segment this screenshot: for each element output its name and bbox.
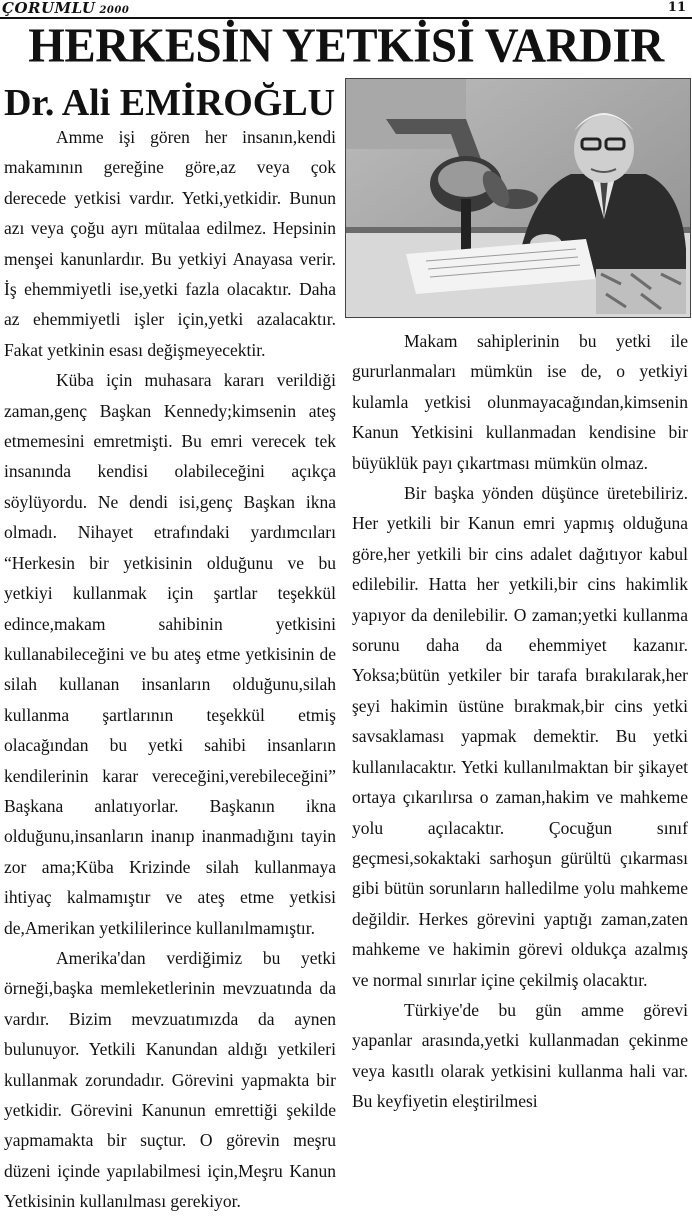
article-paragraph: Makam sahiplerinin bu yetki ile gururlanmaları mümkün ise de, o yetkiyi kulamla yetkisi olunmayacağından,kimsenin Kanun Yetkisini kullanmadan kendisine bir büyüklük payı çıkartması mümkün olmaz. xyxy=(352,331,688,473)
article-paragraph: Bir başka yönden düşünce üretebiliriz. Her yetkili bir Kanun emri yapmış olduğuna göre,her yetkili bir cins adalet dağıtıyor kabul edilebilir. Hatta her yetkili,bir cins hakimlik yapıyor da denilebilir. O zaman;yetki kullanma sorunu daha da ehemmiyet kazanır. Yoksa;bütün yetkiler bir tarafa bırakılarak,her şeyi hakimin üstüne bırakmak,bir cins yetki savsaklaması yapmak demektir. Bu yetki kullanılacaktır. Yetki kullanılmaktan bir şikayet ortaya çıkarılırsa o zaman,hakim ve mahkeme yolu açılacaktır. Çocuğun sınıf geçmesi,sokaktaki sarhoşun gürültü çıkarması gibi bütün sorunların halledilme yolu mahkeme değildir. Herkes görevini yaptığı zaman,zaten mahkeme ve hakimin görevi oldukça azalmış ve normal sınırlar içine çekilmiş olacaktır. xyxy=(352,483,688,990)
article-column-left xyxy=(4,122,336,1217)
article-paragraph: Amerika'dan verdiğimiz bu yetki örneği,başka memleketlerinin mevzuatında da vardır. Bizim mevzuatımızda da aynen bulunuyor. Yetkili Kanundan aldığı yetkileri kullanmak zorundadır. Görevini yapmakta bir yetkidir. Görevini Kanunun emrettiği şekilde yapmamakta bir suçtur. O görevin meşru düzeni içinde yapılabilmesi için,Meşru Kanun Yetkisinin kullanılması gerekiyor. xyxy=(4,947,336,1212)
article-author: Dr. Ali EMİROĞLU xyxy=(4,82,336,124)
page-number: 11 xyxy=(667,0,686,15)
article-paragraph: Amme işi gören her insanın,kendi makamının gereğine göre,az veya çok derecede yetkisi vardır. Yetki,yetkidir. Bunun azı veya çoğu ayrı mütalaa edilmez. Hepsinin menşei kanunlardır. Bu yetkiyi Anayasa verir. İş ehemmiyetli ise,yetki fazla olacaktır. Daha az ehemmiyetli işler için,yetki azalacaktır. Fakat yetkinin esası değişmeyecektir. xyxy=(4,127,336,360)
page-header xyxy=(0,0,692,18)
newspaper-brand xyxy=(2,0,129,17)
article-paragraph: Küba için muhasara kararı verildiği zaman,genç Başkan Kennedy;kimsenin ateş etmemesini emretmişti. Bu emri verecek tek insanında kendisi olabileceğini açıkça söylüyordu. Ne dendi isi,genç Başkan ikna olmadı. Nihayet etrafındaki yardımcıları “Herkesin bir yetkisinin olduğunu ve bu yetkiyi kullanmak için şartlar teşekkül edince,makam sahibinin yetkisini kullanabileceğini ve bu ateş etme yetkisinin de silah kullanan insanların olduğunu,silah kullanma şartlarının teşekkül etmiş olacağından bu yetki sahibi insanların kendilerinin karar vereceğini,verebileceğini” Başkana anlatıyorlar. Başkanın ikna olduğunu,insanların inanıp inanmadığını tayin zor ama;Küba Krizinde silah kullanmaya ihtiyaç kalmamıştır ve ateş etme yetkisi de,Amerikan yetkililerince kullanılmamıştır. xyxy=(4,370,336,938)
brand-name: ÇORUMLU xyxy=(2,0,96,17)
article-title: HERKESİN YETKİSİ VARDIR xyxy=(28,18,664,74)
brand-year: 2000 xyxy=(99,5,130,16)
article-paragraph: Türkiye'de bu gün amme görevi yapanlar arasında,yetki kullanmadan çekinme veya kasıtlı olarak yetkisini kullanma hali var. Bu keyfiyetin eleştirilmesi xyxy=(352,999,688,1112)
author-photo xyxy=(345,78,691,318)
article-column-right xyxy=(352,326,688,1117)
